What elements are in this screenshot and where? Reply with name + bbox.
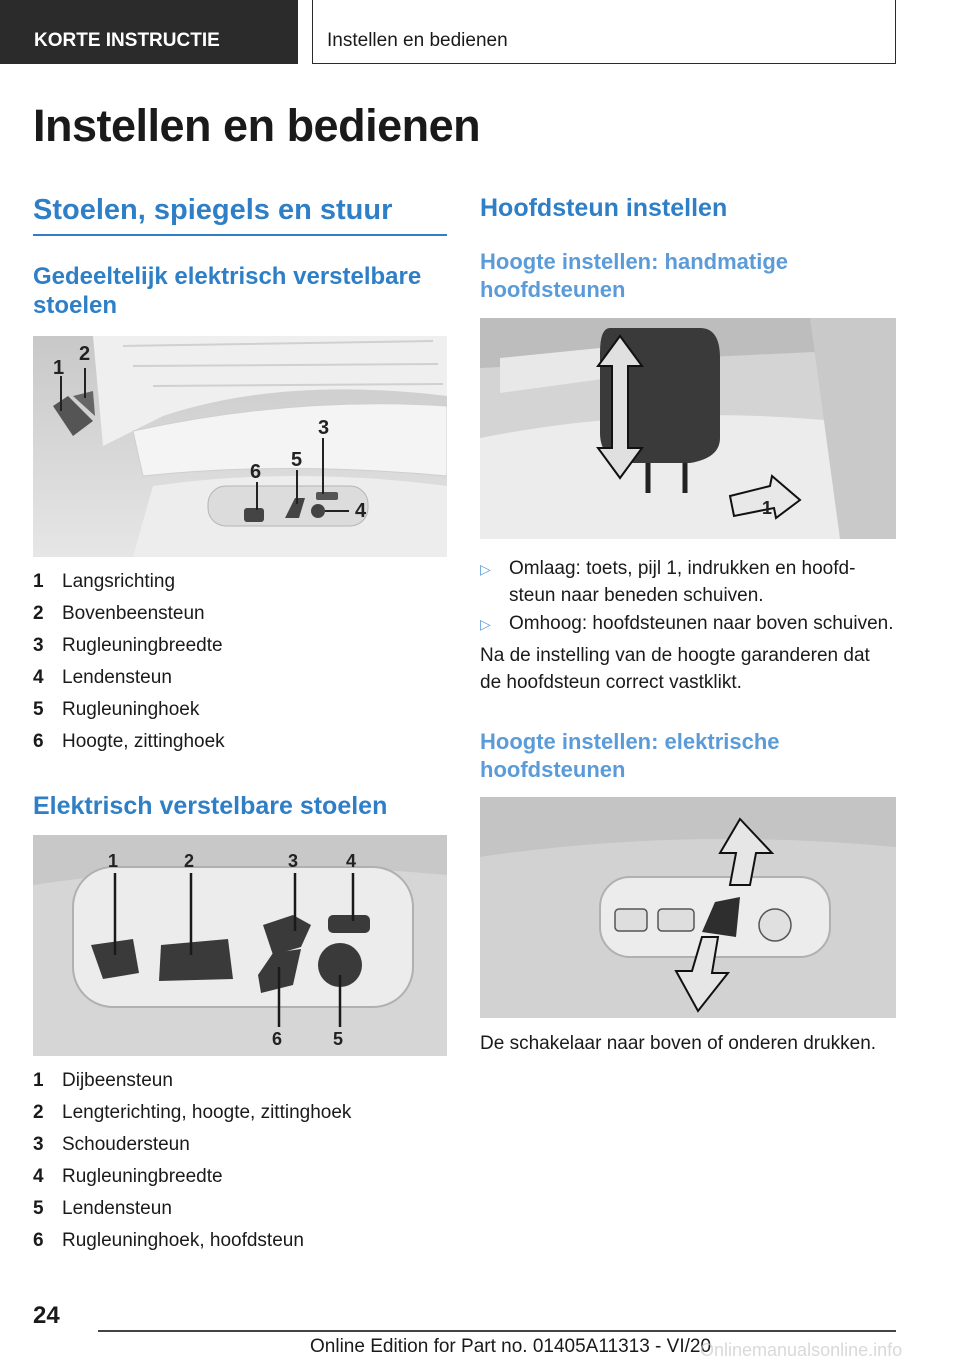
fig2-label: 4: [346, 851, 357, 871]
page-title: Instellen en bedienen: [33, 100, 481, 151]
bullet-down: ▷ Omlaag: toets, pijl 1, indrukken en hoofd-steun naar beneden schuiven.: [480, 558, 856, 606]
seat-switch-lumbar: [311, 504, 325, 518]
fig1-label: 5: [291, 449, 303, 471]
list-item: 1 Langsrichting: [33, 571, 176, 592]
fig2-label: 6: [272, 1029, 283, 1049]
fig1-label: 4: [355, 500, 367, 522]
bullet-up: ▷ Omhoog: hoofdsteunen naar boven schuiven.: [480, 610, 896, 637]
fig1-label: 3: [318, 417, 330, 439]
page-number: 24: [33, 1302, 60, 1329]
fig3-label: 1: [762, 498, 773, 518]
electric-note: De schakelaar naar boven of onderen drukken.: [480, 1033, 877, 1054]
switch-panel: [73, 867, 413, 1007]
fig2-label: 1: [108, 851, 119, 871]
electric-headrest-title: Hoogte instellen: elektrische hoofdsteunen: [480, 729, 780, 782]
list-item: 1 Dijbeensteun: [33, 1070, 173, 1091]
footer-edition: Online Edition for Part no. 01405A11313 - VI/20: [310, 1336, 712, 1357]
figure-electric-headrest: [480, 797, 896, 1018]
fig2-label: 3: [288, 851, 299, 871]
section-title-headrest: Hoofdsteun instellen: [480, 194, 728, 222]
list-item: 3 Schoudersteun: [33, 1134, 190, 1155]
switch-seat: [159, 939, 233, 981]
list-item: 3 Rugleuningbreedte: [33, 635, 223, 656]
section-title-seats: Stoelen, spiegels en stuur: [33, 194, 393, 226]
list-item: 4 Rugleuningbreedte: [33, 1166, 223, 1187]
manual-headrest-title: Hoogte instellen: handmatige hoofdsteunen: [480, 249, 789, 302]
triangle-bullet-icon: ▷: [480, 561, 491, 577]
figure-manual-headrest: [480, 318, 896, 539]
list-item: 5 Rugleuninghoek: [33, 699, 200, 720]
list-item: 6 Rugleuninghoek, hoofdsteun: [33, 1230, 304, 1251]
fig2-label: 2: [184, 851, 195, 871]
electric-seat-legend: [33, 1070, 447, 1262]
list-item: 4 Lendensteun: [33, 667, 172, 688]
manual-note: Na de instelling van de hoogte garanderen dat de hoofdsteun correct vastklikt.: [480, 645, 870, 693]
figure-partial-seat-controls: [33, 336, 447, 557]
triangle-bullet-icon: ▷: [480, 616, 491, 632]
list-item: 6 Hoogte, zittinghoek: [33, 731, 225, 752]
fig1-label: 2: [79, 343, 91, 365]
fig1-label: 6: [250, 461, 262, 483]
fig2-label: 5: [333, 1029, 344, 1049]
seat-switch-width: [316, 492, 338, 500]
footer-rule: [98, 1330, 896, 1332]
switch-width: [328, 915, 370, 933]
electric-seat-title: Elektrisch verstelbare stoelen: [33, 792, 388, 820]
list-item: 2 Bovenbeensteun: [33, 603, 205, 624]
header-section-tab: KORTE INSTRUCTIE: [0, 0, 298, 64]
list-item: 2 Lengterichting, hoogte, zittinghoek: [33, 1102, 352, 1123]
partial-electric-title: Gedeeltelijk elektrisch verstelbare stoelen: [33, 263, 422, 319]
header-chapter-tab: Instellen en bedienen: [312, 0, 896, 64]
seat-switch-height: [244, 508, 264, 522]
figure-electric-seat-controls: [33, 835, 447, 1056]
fig1-label: 1: [53, 357, 65, 379]
partial-seat-legend: [33, 571, 447, 763]
list-item: 5 Lendensteun: [33, 1198, 172, 1219]
footer-watermark: Onlinemanualsonline.info: [700, 1340, 903, 1360]
section-rule: [33, 234, 447, 236]
